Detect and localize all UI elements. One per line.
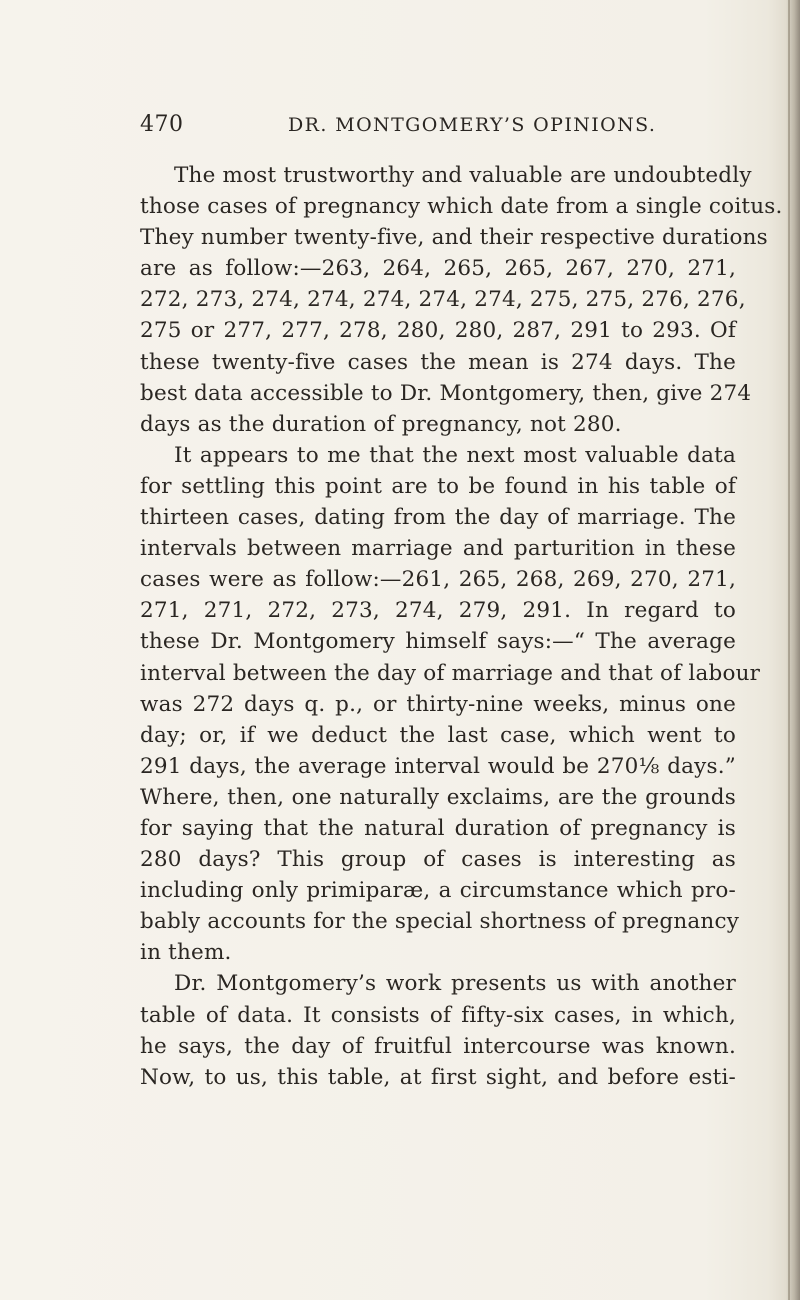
text-line: was 272 days q. p., or thirty-nine weeks, minus one: [140, 691, 736, 717]
text-line: 275 or 277, 277, 278, 280, 280, 287, 291 to 293. Of: [140, 318, 736, 344]
running-head: [140, 112, 740, 142]
text-line: including only primiparæ, a circumstance which pro-: [140, 878, 736, 904]
text-line: for settling this point are to be found in his table of: [140, 473, 736, 499]
text-line: table of data. It consists of fifty-six cases, in which,: [140, 1002, 736, 1028]
text-line: for saying that the natural duration of pregnancy is: [140, 815, 736, 841]
text-line: bably accounts for the special shortness of pregnancy: [140, 909, 740, 935]
text-line: 271, 271, 272, 273, 274, 279, 291. In regard to: [140, 598, 736, 624]
page-number: 470: [140, 112, 184, 137]
text-line: intervals between marriage and parturition in these: [140, 536, 736, 562]
text-line: those cases of pregnancy which date from a single coitus.: [140, 194, 783, 220]
text-line: cases were as follow:—261, 265, 268, 269, 270, 271,: [140, 567, 736, 593]
text-line: interval between the day of marriage and that of labour: [140, 660, 761, 686]
text-line: 291 days, the average interval would be 270⅛ days.”: [140, 753, 736, 779]
text-line: Now, to us, this table, at first sight, and before esti-: [140, 1064, 736, 1090]
text-line: in them.: [140, 940, 232, 966]
text-line: days as the duration of pregnancy, not 280.: [140, 411, 622, 437]
text-line: he says, the day of fruitful intercourse was known.: [140, 1033, 736, 1059]
text-line: these Dr. Montgomery himself says:—“ The average: [140, 629, 736, 655]
text-line: It appears to me that the next most valuable data: [174, 442, 736, 468]
text-line: day; or, if we deduct the last case, which went to: [140, 722, 736, 748]
text-line: these twenty-five cases the mean is 274 days. The: [140, 349, 736, 375]
text-line: Dr. Montgomery’s work presents us with another: [174, 971, 736, 997]
text-line: The most trustworthy and valuable are undoubtedly: [174, 163, 752, 188]
text-line: 272, 273, 274, 274, 274, 274, 274, 275, 275, 276, 276,: [140, 287, 746, 313]
body-text: [140, 160, 783, 1093]
text-line: They number twenty-five, and their respective durations: [140, 225, 768, 251]
text-line: best data accessible to Dr. Montgomery, then, give 274: [140, 380, 752, 406]
page-edge-shadow: [786, 0, 800, 1300]
text-line: 280 days? This group of cases is interesting as: [140, 847, 736, 873]
text-line: Where, then, one naturally exclaims, are the grounds: [140, 784, 736, 810]
text-line: are as follow:—263, 264, 265, 265, 267, 270, 271,: [140, 256, 736, 282]
running-head-title: DR. MONTGOMERY’S OPINIONS.: [288, 114, 657, 136]
text-line: thirteen cases, dating from the day of marriage. The: [140, 505, 736, 531]
